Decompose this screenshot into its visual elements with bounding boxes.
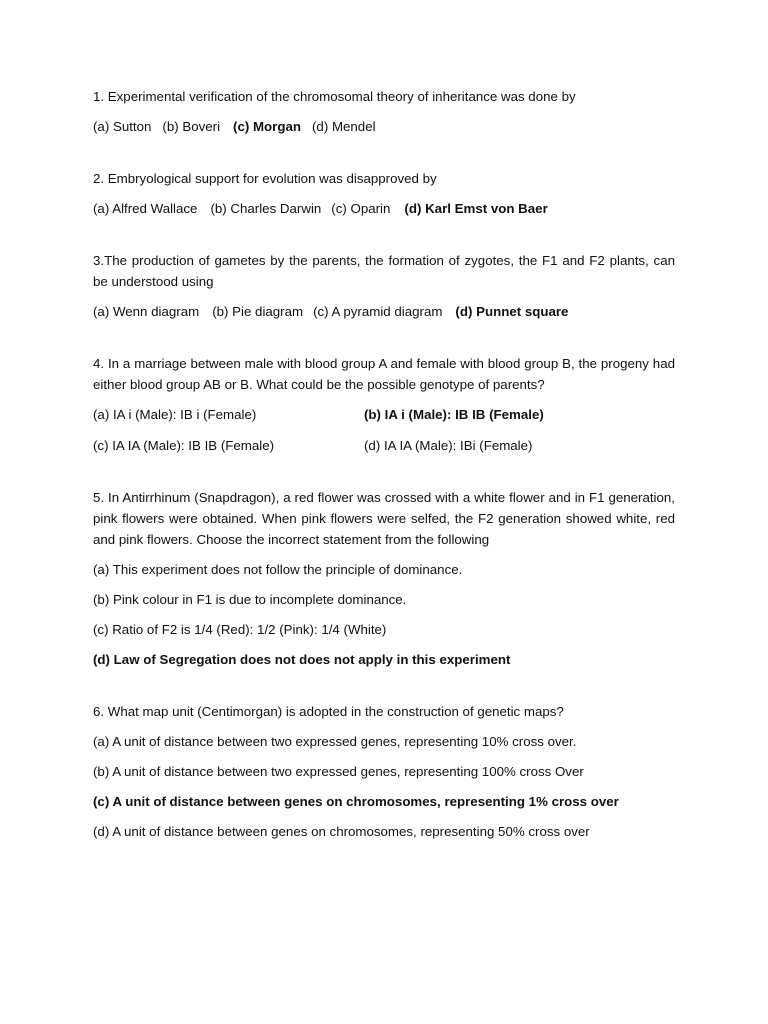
- option-4b-answer: (b) IA i (Male): IB IB (Female): [364, 407, 544, 422]
- question-sheet: [93, 86, 675, 842]
- option-1c-answer: (c) Morgan: [233, 119, 301, 134]
- option-3a: (a) Wenn diagram: [93, 304, 200, 319]
- question-5: [93, 487, 675, 670]
- option-6a: (a) A unit of distance between two expressed genes, representing 10% cross over.: [93, 734, 577, 749]
- question-3-options: [93, 301, 675, 322]
- option-1a: (a) Sutton: [93, 119, 152, 134]
- question-5-stem: 5. In Antirrhinum (Snapdragon), a red flower was crossed with a white flower and in F1 generation, pink flowers were obtained. When pink flowers were selfed, the F2 generation showed white, red and pink flowers. Choose the incorrect statement from the following: [93, 490, 675, 547]
- option-3d-answer: (d) Punnet square: [455, 304, 569, 319]
- option-4c: (c) IA IA (Male): IB IB (Female): [93, 438, 275, 453]
- question-2: [93, 168, 675, 219]
- question-4: [93, 353, 675, 456]
- option-2d-answer: (d) Karl Emst von Baer: [404, 201, 548, 216]
- option-2c: (c) Oparin: [331, 201, 391, 216]
- question-6-stem: 6. What map unit (Centimorgan) is adopted in the construction of genetic maps?: [93, 704, 564, 719]
- question-2-options: [93, 198, 675, 219]
- option-5d-answer: (d) Law of Segregation does not does not apply in this experiment: [93, 652, 511, 667]
- question-4-stem: 4. In a marriage between male with blood group A and female with blood group B, the progeny had either blood group AB or B. What could be the possible genotype of parents?: [93, 356, 675, 392]
- option-1d: (d) Mendel: [312, 119, 376, 134]
- question-3-stem: 3.The production of gametes by the parents, the formation of zygotes, the F1 and F2 plants, can be understood using: [93, 253, 675, 289]
- question-1: [93, 86, 675, 137]
- question-3: [93, 250, 675, 322]
- option-6b: (b) A unit of distance between two expressed genes, representing 100% cross Over: [93, 764, 584, 779]
- option-5b: (b) Pink colour in F1 is due to incomplete dominance.: [93, 592, 407, 607]
- question-1-options: [93, 116, 675, 137]
- question-4-options: [93, 404, 675, 456]
- option-4d: (d) IA IA (Male): IBi (Female): [364, 438, 533, 453]
- option-5a: (a) This experiment does not follow the principle of dominance.: [93, 562, 463, 577]
- option-4a: (a) IA i (Male): IB i (Female): [93, 407, 257, 422]
- option-1b: (b) Boveri: [162, 119, 221, 134]
- question-1-stem: 1. Experimental verification of the chromosomal theory of inheritance was done by: [93, 89, 576, 104]
- option-6d: (d) A unit of distance between genes on chromosomes, representing 50% cross over: [93, 824, 590, 839]
- option-5c: (c) Ratio of F2 is 1/4 (Red): 1/2 (Pink): 1/4 (White): [93, 622, 387, 637]
- option-2a: (a) Alfred Wallace: [93, 201, 198, 216]
- question-6: [93, 701, 675, 842]
- option-6c-answer: (c) A unit of distance between genes on chromosomes, representing 1% cross over: [93, 794, 619, 809]
- option-3c: (c) A pyramid diagram: [313, 304, 443, 319]
- option-3b: (b) Pie diagram: [212, 304, 304, 319]
- question-2-stem: 2. Embryological support for evolution was disapproved by: [93, 171, 437, 186]
- option-2b: (b) Charles Darwin: [210, 201, 322, 216]
